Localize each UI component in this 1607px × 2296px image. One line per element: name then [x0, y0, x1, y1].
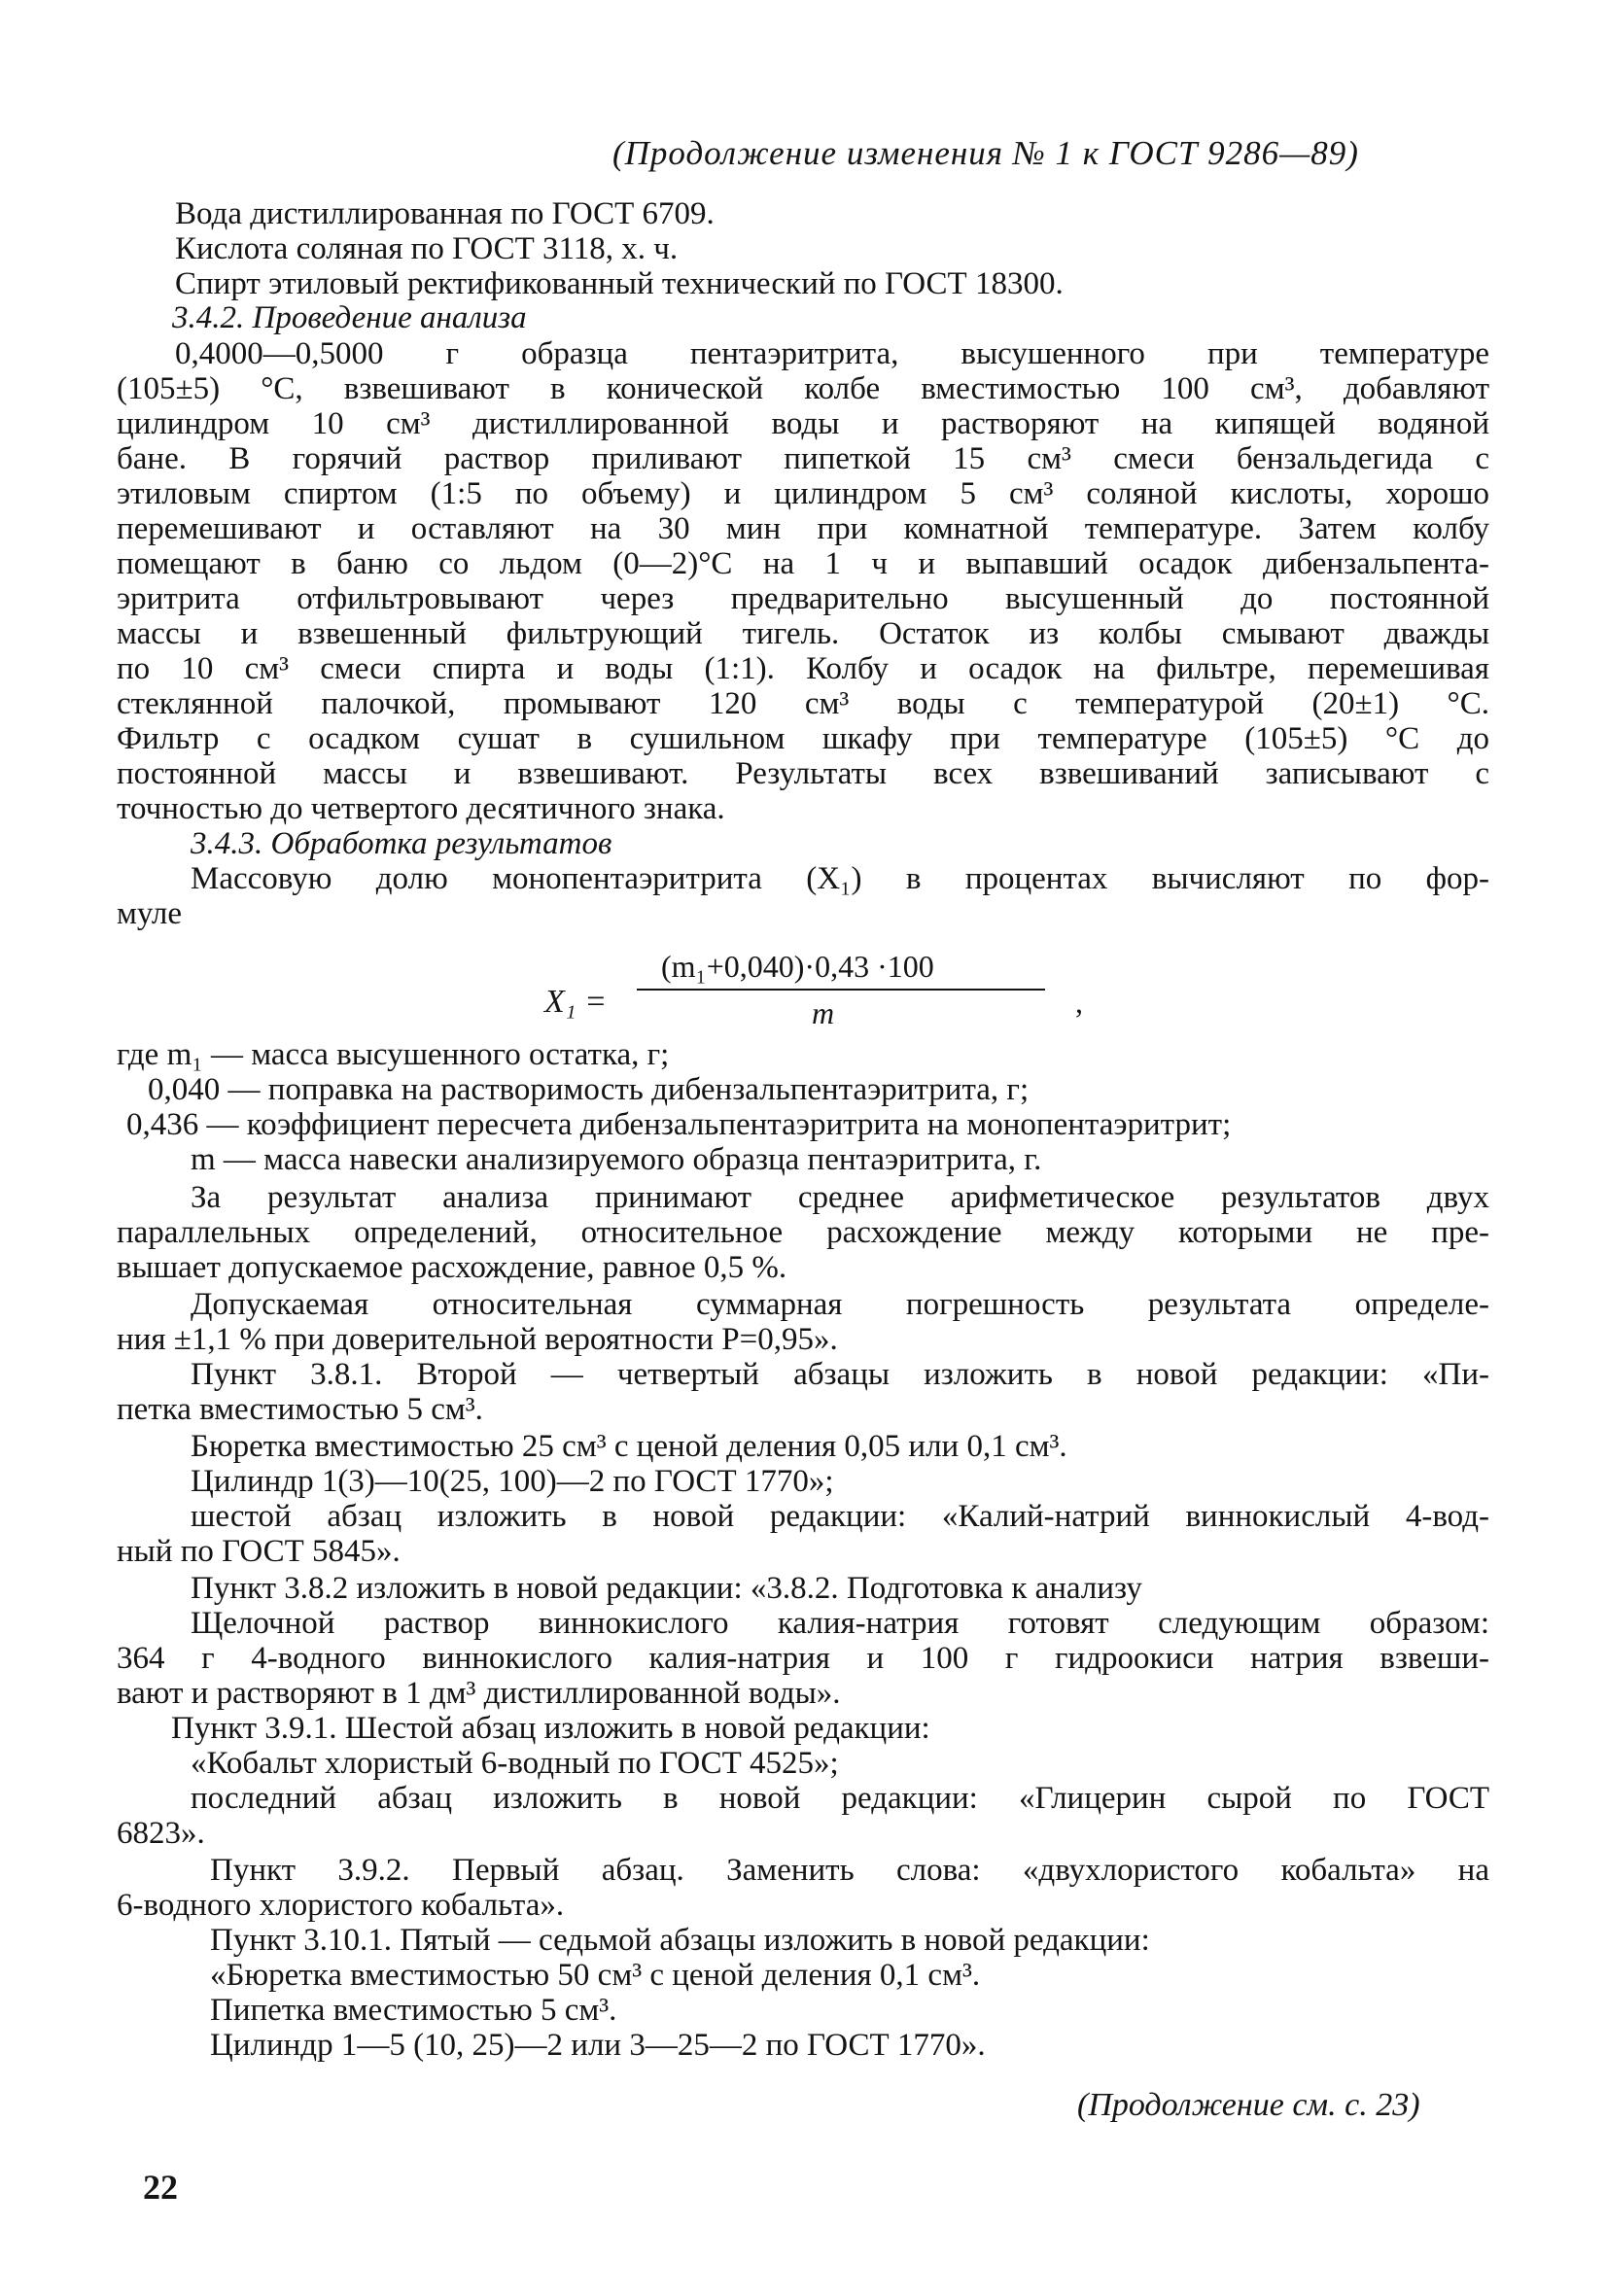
text-line: перемешивают и оставляют на 30 мин при комнатной температуре. Затем колбу: [117, 511, 1489, 546]
text-line: муле: [117, 896, 183, 931]
text-line: «Бюретка вместимостью 50 см³ с ценой деления 0,1 см³.: [210, 1958, 981, 1993]
text-line: (105±5) °С, взвешивают в конической колбе вместимостью 100 см³, добавляют: [117, 371, 1489, 406]
text-line: по 10 см³ смеси спирта и воды (1:1). Колбу и осадок на фильтре, перемешивая: [117, 651, 1489, 686]
text-line: бане. В горячий раствор приливают пипеткой 15 см³ смеси бензальдегида с: [117, 441, 1489, 476]
text-line: стеклянной палочкой, промывают 120 см³ воды с температурой (20±1) °С.: [117, 686, 1489, 721]
text-line: точностью до четвертого десятичного знака.: [117, 791, 725, 826]
text-line: Допускаемая относительная суммарная погрешность результата определе-: [191, 1287, 1489, 1322]
text-line: Пункт 3.8.1. Второй — четвертый абзацы изложить в новой редакции: «Пи-: [191, 1357, 1489, 1392]
formula-comma: ,: [1075, 985, 1083, 1020]
text-line: где m₁ — масса высушенного остатка, г;: [117, 1037, 670, 1072]
text-line: Бюретка вместимостью 25 см³ с ценой деления 0,05 или 0,1 см³.: [191, 1429, 1067, 1464]
text-line: «Кобальт хлористый 6-водный по ГОСТ 4525»;: [191, 1746, 839, 1781]
text-line: За результат анализа принимают среднее арифметическое результатов двух: [191, 1180, 1489, 1215]
text-line: ния ±1,1 % при доверительной вероятности Р=0,95».: [117, 1322, 838, 1357]
text-line: Пункт 3.9.2. Первый абзац. Заменить слова: «двухлористого кобальта» на: [210, 1853, 1489, 1888]
text-line: Вода дистиллированная по ГОСТ 6709.: [175, 196, 715, 231]
text-line: этиловым спиртом (1:5 по объему) и цилиндром 5 см³ соляной кислоты, хорошо: [117, 476, 1489, 511]
text-line: ный по ГОСТ 5845».: [117, 1534, 401, 1569]
text-line: Фильтр с осадком сушат в сушильном шкафу при температуре (105±5) °С до: [117, 721, 1489, 756]
formula-numerator: (m₁+0,040)·0,43 ·100: [661, 949, 934, 984]
text-line: шестой абзац изложить в новой редакции: «Калий-натрий виннокислый 4-вод-: [191, 1499, 1489, 1534]
formula-denominator: m: [812, 995, 835, 1030]
text-line: параллельных определений, относительное расхождение между которыми не пре-: [117, 1215, 1489, 1250]
formula-lhs: X₁ =: [544, 984, 608, 1020]
text-line: 0,436 — коэффициент пересчета дибензальпентаэритрита на монопентаэритрит;: [126, 1107, 1232, 1142]
text-line: вают и растворяют в 1 дм³ дистиллированной воды».: [117, 1676, 841, 1711]
text-line: Пункт 3.8.2 изложить в новой редакции: «3.8.2. Подготовка к анализу: [191, 1571, 1142, 1606]
text-line: Массовую долю монопентаэритрита (X₁) в процентах вычисляют по фор-: [191, 861, 1489, 896]
text-line: Цилиндр 1(3)—10(25, 100)—2 по ГОСТ 1770»;: [191, 1464, 834, 1499]
text-line: Спирт этиловый ректификованный технический по ГОСТ 18300.: [175, 266, 1064, 301]
text-line: массы и взвешенный фильтрующий тигель. Остаток из колбы смывают дважды: [117, 616, 1489, 651]
text-line: 0,040 — поправка на растворимость дибензальпентаэритрита, г;: [148, 1072, 1030, 1107]
text-line: m — масса навески анализируемого образца пентаэритрита, г.: [191, 1142, 1042, 1177]
text-line: 3.4.2. Проведение анализа: [172, 300, 527, 335]
text-line: вышает допускаемое расхождение, равное 0,5 %.: [117, 1250, 787, 1285]
page-number: 22: [143, 2168, 178, 2207]
text-line: эритрита отфильтровывают через предварительно высушенный до постоянной: [117, 581, 1489, 616]
text-line: Пункт 3.10.1. Пятый — седьмой абзацы изложить в новой редакции:: [210, 1923, 1150, 1958]
text-line: цилиндром 10 см³ дистиллированной воды и растворяют на кипящей водяной: [117, 406, 1489, 441]
text-line: Пипетка вместимостью 5 см³.: [210, 1993, 617, 2028]
text-line: помещают в баню со льдом (0—2)°С на 1 ч и выпавший осадок дибензальпента-: [117, 546, 1489, 581]
text-line: 364 г 4-водного виннокислого калия-натрия и 100 г гидроокиси натрия взвеши-: [117, 1641, 1489, 1676]
text-line: Щелочной раствор виннокислого калия-натрия готовят следующим образом:: [191, 1606, 1489, 1641]
text-line: 6823».: [117, 1816, 205, 1851]
text-line: 3.4.3. Обработка результатов: [191, 826, 612, 861]
continuation-note: (Продолжение см. с. 23): [1077, 2087, 1420, 2123]
text-line: постоянной массы и взвешивают. Результаты всех взвешиваний записывают с: [117, 756, 1489, 791]
text-line: последний абзац изложить в новой редакции: «Глицерин сырой по ГОСТ: [191, 1781, 1489, 1816]
fraction-bar: [637, 989, 1045, 991]
text-line: 0,4000—0,5000 г образца пентаэритрита, высушенного при температуре: [175, 336, 1489, 371]
text-line: Цилиндр 1—5 (10, 25)—2 или 3—25—2 по ГОСТ 1770».: [210, 2028, 986, 2063]
text-line: петка вместимостью 5 см³.: [117, 1392, 483, 1427]
text-line: Кислота соляная по ГОСТ 3118, х. ч.: [175, 231, 679, 266]
text-line: 6-водного хлористого кобальта».: [117, 1888, 565, 1923]
page-header: (Продолжение изменения № 1 к ГОСТ 9286—89): [612, 134, 1359, 172]
text-line: Пункт 3.9.1. Шестой абзац изложить в новой редакции:: [171, 1711, 930, 1746]
